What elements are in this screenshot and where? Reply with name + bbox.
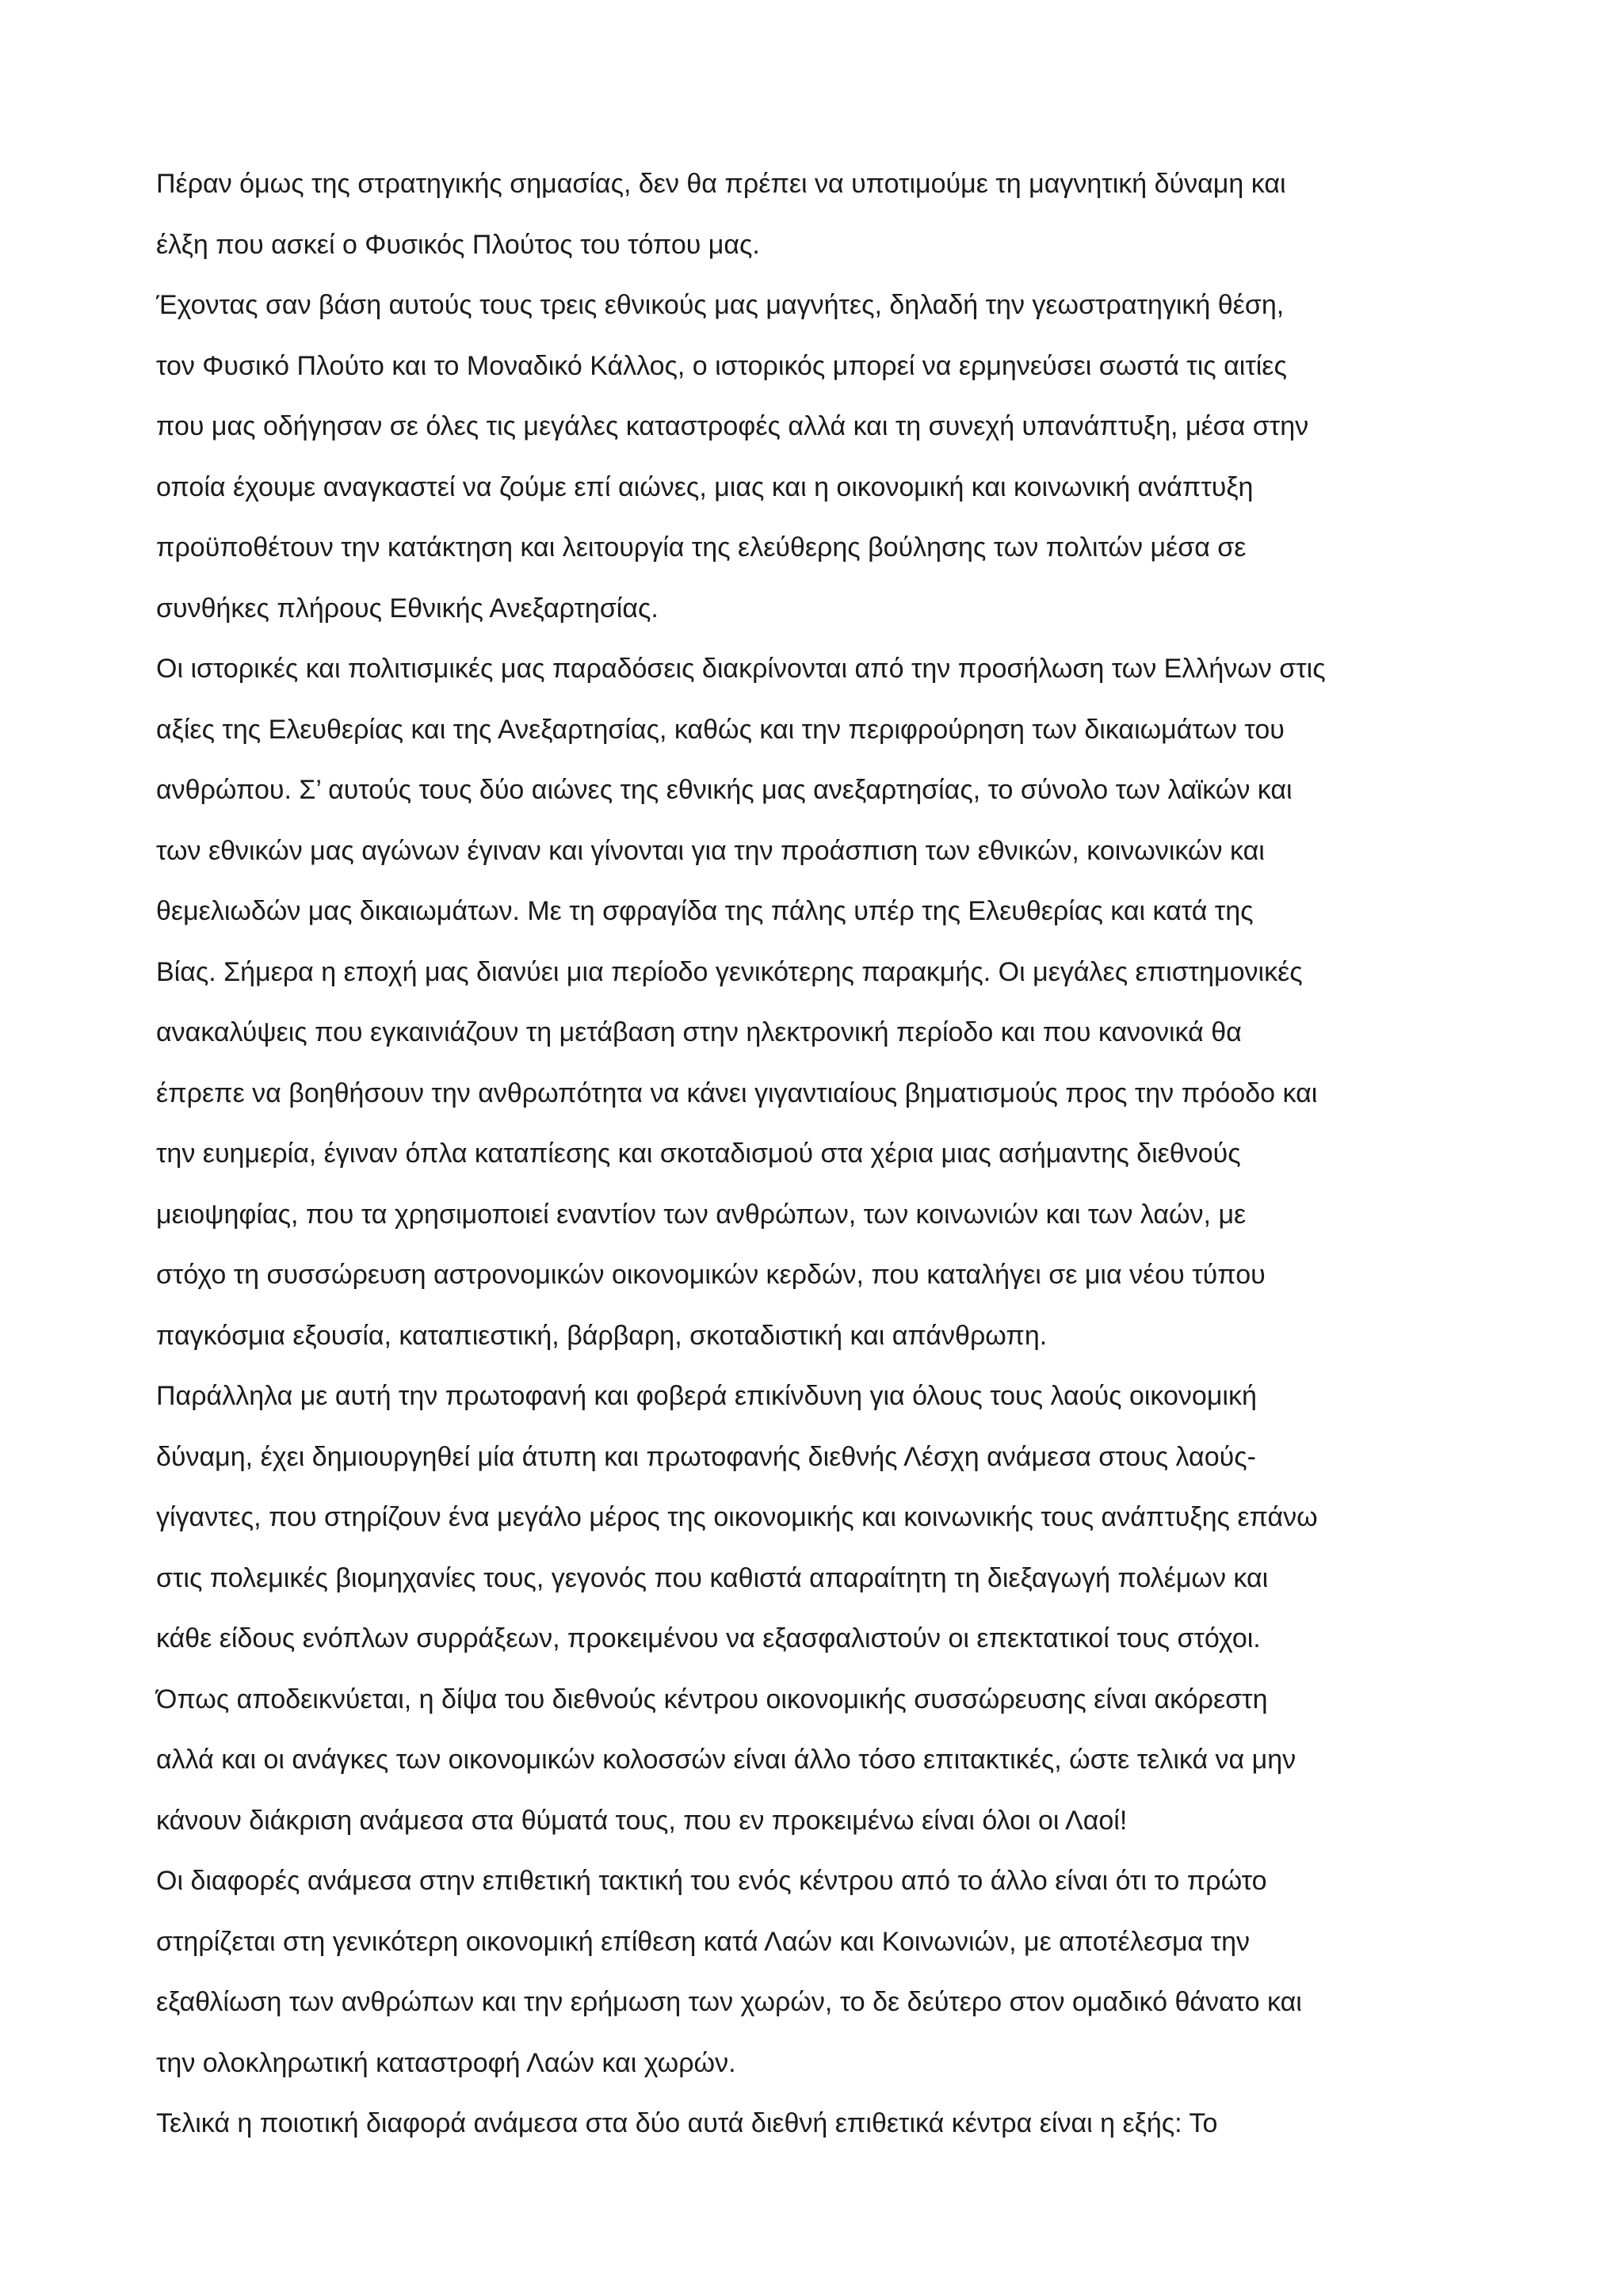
text-line: προϋποθέτουν την κατάκτηση και λειτουργία της ελεύθερης βούλησης των πολιτών μέσα σε <box>156 532 1247 563</box>
body-text <box>156 154 1487 2154</box>
text-line: έπρεπε να βοηθήσουν την ανθρωπότητα να κάνει γιγαντιαίους βηματισμούς προς την πρόοδο και <box>156 1077 1318 1108</box>
text-line: δύναμη, έχει δημιουργηθεί μία άτυπη και πρωτοφανής διεθνής Λέσχη ανάμεσα στους λαούς- <box>156 1441 1256 1472</box>
text-line: παγκόσμια εξουσία, καταπιεστική, βάρβαρη, σκοταδιστική και απάνθρωπη. <box>156 1320 1048 1351</box>
text-line: Οι ιστορικές και πολιτισμικές μας παραδόσεις διακρίνονται από την προσήλωση των Ελλήνων στις <box>156 654 1326 684</box>
text-line: εξαθλίωση των ανθρώπων και την ερήμωση των χωρών, το δε δεύτερο στον ομαδικό θάνατο και <box>156 1987 1302 2017</box>
text-line: στόχο τη συσσώρευση αστρονομικών οικονομικών κερδών, που καταλήγει σε μια νέου τύπου <box>156 1260 1266 1290</box>
text-line: Παράλληλα με αυτή την πρωτοφανή και φοβερά επικίνδυνη για όλους τους λαούς οικονομική <box>156 1381 1257 1411</box>
text-line: Έχοντας σαν βάση αυτούς τους τρεις εθνικούς μας μαγνήτες, δηλαδή την γεωστρατηγική θέση, <box>156 290 1285 320</box>
text-line: αξίες της Ελευθερίας και της Ανεξαρτησίας, καθώς και την περιφρούρηση των δικαιωμάτων του <box>156 714 1285 745</box>
text-line: ανακαλύψεις που εγκαινιάζουν τη μετάβαση στην ηλεκτρονική περίοδο και που κανονικά θα <box>156 1017 1242 1047</box>
text-line: αλλά και οι ανάγκες των οικονομικών κολοσσών είναι άλλο τόσο επιτακτικές, ώστε τελικά να μην <box>156 1745 1296 1775</box>
text-line: που μας οδήγησαν σε όλες τις μεγάλες καταστροφές αλλά και τη συνεχή υπανάπτυξη, μέσα στην <box>156 411 1309 441</box>
text-line: ανθρώπου. Σ’ αυτούς τους δύο αιώνες της εθνικής μας ανεξαρτησίας, το σύνολο των λαϊκών και <box>156 775 1293 805</box>
text-line: οποία έχουμε αναγκαστεί να ζούμε επί αιώνες, μιας και η οικονομική και κοινωνική ανάπτυξη <box>156 471 1254 502</box>
text-line: στηρίζεται στη γενικότερη οικονομική επίθεση κατά Λαών και Κοινωνιών, με αποτέλεσμα την <box>156 1926 1250 1957</box>
text-line: Τελικά η ποιοτική διαφορά ανάμεσα στα δύο αυτά διεθνή επιθετικά κέντρα είναι η εξής: Το <box>156 2108 1218 2138</box>
text-line: συνθήκες πλήρους Εθνικής Ανεξαρτησίας. <box>156 593 659 624</box>
text-line: κάθε είδους ενόπλων συρράξεων, προκειμένου να εξασφαλιστούν οι επεκτατικοί τους στόχοι. <box>156 1623 1261 1653</box>
text-line: Πέραν όμως της στρατηγικής σημασίας, δεν θα πρέπει να υποτιμούμε τη μαγνητική δύναμη και <box>156 169 1286 199</box>
text-line: Οι διαφορές ανάμεσα στην επιθετική τακτική του ενός κέντρου από το άλλο είναι ότι το πρώτο <box>156 1866 1267 1896</box>
text-line: έλξη που ασκεί ο Φυσικός Πλούτος του τόπου μας. <box>156 229 760 260</box>
text-line: στις πολεμικές βιομηχανίες τους, γεγονός που καθιστά απαραίτητη τη διεξαγωγή πολέμων και <box>156 1562 1269 1593</box>
text-line: κάνουν διάκριση ανάμεσα στα θύματά τους, που εν προκειμένω είναι όλοι οι Λαοί! <box>156 1805 1128 1836</box>
text-line: γίγαντες, που στηρίζουν ένα μεγάλο μέρος της οικονομικής και κοινωνικής τους ανάπτυξης επάνω <box>156 1502 1318 1532</box>
text-line: των εθνικών μας αγώνων έγιναν και γίνονται για την προάσπιση των εθνικών, κοινωνικών και <box>156 835 1265 866</box>
text-line: Βίας. Σήμερα η εποχή μας διανύει μια περίοδο γενικότερης παρακμής. Οι μεγάλες επιστημονικές <box>156 956 1303 987</box>
text-line: την ευημερία, έγιναν όπλα καταπίεσης και σκοταδισμού στα χέρια μιας ασήμαντης διεθνούς <box>156 1138 1241 1169</box>
text-line: την ολοκληρωτική καταστροφή Λαών και χωρών. <box>156 2047 736 2078</box>
text-line: τον Φυσικό Πλούτο και το Μοναδικό Κάλλος, ο ιστορικός μπορεί να ερμηνεύσει σωστά τις αιτίες <box>156 350 1287 381</box>
text-line: μειοψηφίας, που τα χρησιμοποιεί εναντίον των ανθρώπων, των κοινωνιών και των λαών, με <box>156 1199 1247 1230</box>
text-line: θεμελιωδών μας δικαιωμάτων. Με τη σφραγίδα της πάλης υπέρ της Ελευθερίας και κατά της <box>156 896 1254 926</box>
text-line: Όπως αποδεικνύεται, η δίψα του διεθνούς κέντρου οικονομικής συσσώρευσης είναι ακόρεστη <box>156 1684 1268 1714</box>
